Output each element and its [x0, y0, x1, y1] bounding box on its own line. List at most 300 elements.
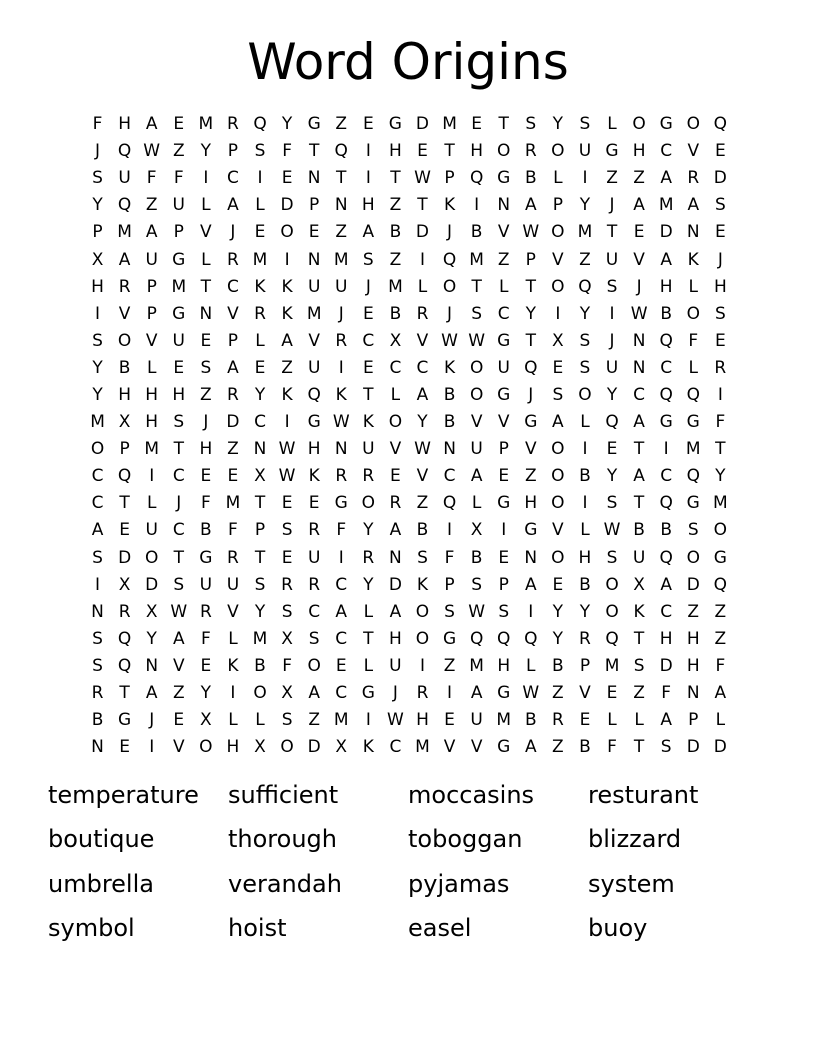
grid-letter[interactable]: F — [92, 114, 103, 135]
grid-letter[interactable]: V — [308, 330, 320, 351]
grid-letter[interactable]: A — [687, 195, 700, 216]
grid-letter[interactable]: Q — [117, 655, 132, 676]
grid-letter[interactable]: V — [118, 303, 131, 324]
grid-letter[interactable]: G — [334, 493, 348, 514]
grid-letter[interactable]: K — [443, 357, 456, 378]
grid-letter[interactable]: G — [497, 683, 511, 704]
grid-letter[interactable]: T — [336, 168, 347, 189]
grid-letter[interactable]: Q — [469, 628, 484, 649]
grid-letter[interactable]: Y — [715, 466, 726, 487]
grid-letter[interactable]: C — [335, 628, 348, 649]
grid-letter[interactable]: S — [633, 655, 645, 676]
grid-letter[interactable]: L — [526, 655, 536, 676]
grid-letter[interactable]: T — [200, 276, 212, 297]
grid-letter[interactable]: P — [552, 195, 563, 216]
grid-letter[interactable]: W — [278, 466, 296, 487]
grid-letter[interactable]: P — [579, 655, 591, 676]
grid-letter[interactable]: I — [365, 141, 371, 162]
grid-letter[interactable]: O — [415, 601, 430, 622]
grid-letter[interactable]: A — [470, 683, 483, 704]
grid-letter[interactable]: K — [416, 574, 429, 595]
grid-letter[interactable]: C — [172, 520, 185, 541]
grid-letter[interactable]: S — [417, 547, 428, 568]
grid-letter[interactable]: L — [553, 168, 563, 189]
grid-letter[interactable]: E — [417, 141, 428, 162]
grid-letter[interactable]: R — [227, 249, 239, 270]
grid-letter[interactable]: I — [555, 303, 561, 324]
grid-letter[interactable]: H — [307, 439, 321, 460]
grid-letter[interactable]: P — [444, 574, 455, 595]
grid-letter[interactable]: L — [498, 276, 509, 297]
grid-letter[interactable]: Q — [659, 493, 673, 514]
grid-letter[interactable]: R — [308, 520, 321, 541]
grid-letter[interactable]: G — [497, 737, 511, 758]
grid-letter[interactable]: Y — [281, 114, 293, 135]
grid-letter[interactable]: F — [173, 168, 184, 189]
grid-letter[interactable]: S — [660, 737, 672, 758]
grid-letter[interactable]: I — [582, 439, 588, 460]
grid-letter[interactable]: G — [118, 710, 132, 731]
grid-letter[interactable]: D — [713, 737, 727, 758]
grid-letter[interactable]: U — [470, 439, 483, 460]
grid-letter[interactable]: H — [199, 439, 213, 460]
grid-letter[interactable]: L — [390, 384, 401, 405]
grid-letter[interactable]: H — [389, 141, 402, 162]
grid-letter[interactable]: S — [173, 574, 185, 595]
grid-letter[interactable]: H — [524, 493, 538, 514]
grid-letter[interactable]: E — [498, 466, 510, 487]
grid-letter[interactable]: Y — [363, 520, 374, 541]
grid-letter[interactable]: E — [444, 710, 455, 731]
grid-letter[interactable]: K — [633, 601, 645, 622]
grid-letter[interactable]: W — [603, 520, 621, 541]
grid-letter[interactable]: H — [470, 141, 484, 162]
grid-letter[interactable]: J — [149, 710, 155, 731]
grid-letter[interactable]: N — [389, 547, 402, 568]
grid-letter[interactable]: S — [606, 493, 618, 514]
grid-letter[interactable]: X — [335, 737, 348, 758]
grid-letter[interactable]: Z — [443, 655, 456, 676]
grid-letter[interactable]: U — [226, 574, 240, 595]
grid-letter[interactable]: V — [416, 330, 429, 351]
grid-letter[interactable]: O — [605, 574, 619, 595]
grid-letter[interactable]: S — [308, 628, 320, 649]
grid-letter[interactable]: D — [686, 574, 700, 595]
grid-letter[interactable]: Q — [253, 114, 267, 135]
grid-letter[interactable]: R — [416, 683, 429, 704]
grid-letter[interactable]: U — [118, 168, 131, 189]
grid-letter[interactable]: M — [415, 737, 430, 758]
grid-letter[interactable]: X — [118, 412, 131, 433]
grid-letter[interactable]: G — [659, 114, 673, 135]
grid-letter[interactable]: R — [227, 114, 239, 135]
grid-letter[interactable]: Z — [714, 628, 727, 649]
grid-letter[interactable]: T — [417, 195, 428, 216]
grid-letter[interactable]: H — [497, 655, 511, 676]
grid-letter[interactable]: V — [172, 655, 185, 676]
grid-letter[interactable]: I — [582, 493, 588, 514]
grid-letter[interactable]: Y — [606, 466, 618, 487]
grid-letter[interactable]: K — [362, 737, 374, 758]
grid-letter[interactable]: I — [230, 683, 236, 704]
grid-letter[interactable]: A — [227, 357, 239, 378]
grid-letter[interactable]: J — [636, 276, 642, 297]
grid-letter[interactable]: I — [501, 520, 507, 541]
grid-letter[interactable]: Q — [334, 141, 348, 162]
grid-letter[interactable]: H — [226, 737, 240, 758]
grid-letter[interactable]: N — [443, 439, 456, 460]
grid-letter[interactable]: M — [117, 222, 132, 243]
grid-letter[interactable]: L — [228, 710, 238, 731]
grid-letter[interactable]: A — [308, 683, 320, 704]
grid-letter[interactable]: L — [607, 710, 617, 731]
grid-letter[interactable]: O — [713, 520, 728, 541]
grid-letter[interactable]: S — [525, 114, 537, 135]
grid-letter[interactable]: F — [607, 737, 617, 758]
grid-letter[interactable]: V — [497, 222, 510, 243]
grid-letter[interactable]: F — [444, 547, 455, 568]
grid-letter[interactable]: Z — [606, 168, 618, 189]
grid-letter[interactable]: G — [524, 412, 538, 433]
grid-letter[interactable]: J — [392, 683, 398, 704]
grid-letter[interactable]: H — [686, 628, 700, 649]
grid-letter[interactable]: S — [92, 628, 103, 649]
grid-letter[interactable]: E — [173, 114, 185, 135]
grid-letter[interactable]: Z — [145, 195, 158, 216]
grid-letter[interactable]: T — [633, 493, 645, 514]
grid-letter[interactable]: O — [388, 412, 403, 433]
grid-letter[interactable]: G — [172, 303, 186, 324]
grid-letter[interactable]: U — [605, 357, 619, 378]
grid-letter[interactable]: R — [118, 276, 131, 297]
grid-letter[interactable]: E — [173, 357, 185, 378]
grid-letter[interactable]: J — [365, 276, 371, 297]
grid-letter[interactable]: E — [254, 222, 266, 243]
grid-letter[interactable]: Q — [307, 384, 321, 405]
grid-letter[interactable]: G — [686, 412, 700, 433]
grid-letter[interactable]: Q — [659, 547, 673, 568]
grid-letter[interactable]: R — [551, 710, 564, 731]
grid-letter[interactable]: C — [660, 466, 673, 487]
grid-letter[interactable]: B — [200, 520, 212, 541]
grid-letter[interactable]: Q — [686, 384, 700, 405]
grid-letter[interactable]: A — [714, 683, 727, 704]
grid-letter[interactable]: I — [528, 601, 534, 622]
grid-letter[interactable]: S — [281, 520, 293, 541]
grid-letter[interactable]: X — [281, 628, 293, 649]
grid-letter[interactable]: L — [471, 493, 482, 514]
grid-letter[interactable]: A — [660, 168, 672, 189]
grid-letter[interactable]: Q — [117, 466, 132, 487]
grid-letter[interactable]: U — [199, 574, 213, 595]
grid-letter[interactable]: L — [363, 601, 374, 622]
grid-letter[interactable]: N — [686, 222, 700, 243]
grid-letter[interactable]: J — [230, 222, 236, 243]
grid-letter[interactable]: A — [389, 601, 402, 622]
grid-letter[interactable]: F — [715, 655, 726, 676]
grid-letter[interactable]: R — [362, 547, 375, 568]
grid-letter[interactable]: W — [468, 330, 486, 351]
grid-letter[interactable]: H — [632, 141, 646, 162]
grid-letter[interactable]: G — [307, 412, 321, 433]
grid-letter[interactable]: V — [200, 222, 212, 243]
grid-letter[interactable]: Y — [579, 601, 591, 622]
grid-letter[interactable]: O — [551, 276, 565, 297]
grid-letter[interactable]: P — [227, 330, 239, 351]
grid-letter[interactable]: A — [416, 384, 429, 405]
grid-letter[interactable]: O — [578, 384, 592, 405]
grid-letter[interactable]: T — [119, 683, 130, 704]
grid-letter[interactable]: J — [176, 493, 182, 514]
grid-letter[interactable]: Q — [469, 168, 484, 189]
grid-letter[interactable]: G — [497, 168, 511, 189]
grid-letter[interactable]: M — [469, 655, 484, 676]
grid-letter[interactable]: Y — [552, 601, 564, 622]
grid-letter[interactable]: F — [282, 655, 292, 676]
grid-letter[interactable]: F — [336, 520, 347, 541]
grid-letter[interactable]: A — [660, 249, 672, 270]
grid-letter[interactable]: E — [633, 222, 645, 243]
grid-letter[interactable]: N — [686, 683, 700, 704]
grid-letter[interactable]: G — [713, 547, 727, 568]
grid-letter[interactable]: C — [91, 466, 104, 487]
grid-letter[interactable]: M — [604, 655, 620, 676]
grid-letter[interactable]: E — [606, 683, 618, 704]
grid-letter[interactable]: D — [713, 168, 727, 189]
grid-letter[interactable]: H — [361, 195, 375, 216]
grid-letter[interactable]: T — [308, 141, 320, 162]
grid-letter[interactable]: E — [552, 574, 564, 595]
grid-letter[interactable]: B — [91, 710, 104, 731]
grid-letter[interactable]: A — [524, 737, 537, 758]
grid-letter[interactable]: I — [419, 655, 425, 676]
grid-letter[interactable]: D — [415, 114, 430, 135]
grid-letter[interactable]: G — [686, 493, 700, 514]
grid-letter[interactable]: I — [365, 710, 371, 731]
grid-letter[interactable]: Y — [579, 303, 591, 324]
grid-letter[interactable]: G — [361, 683, 375, 704]
grid-letter[interactable]: J — [203, 412, 209, 433]
grid-letter[interactable]: P — [309, 195, 320, 216]
grid-letter[interactable]: V — [172, 737, 185, 758]
grid-letter[interactable]: H — [118, 114, 132, 135]
grid-letter[interactable]: Q — [659, 330, 673, 351]
grid-letter[interactable]: B — [660, 520, 673, 541]
grid-letter[interactable]: L — [146, 493, 157, 514]
grid-letter[interactable]: B — [470, 222, 483, 243]
grid-letter[interactable]: C — [335, 683, 348, 704]
grid-letter[interactable]: I — [203, 168, 209, 189]
grid-letter[interactable]: S — [579, 330, 591, 351]
grid-letter[interactable]: Z — [389, 249, 402, 270]
grid-letter[interactable]: T — [363, 384, 374, 405]
grid-letter[interactable]: V — [633, 249, 645, 270]
grid-letter[interactable]: M — [333, 710, 349, 731]
grid-letter[interactable]: Q — [659, 384, 673, 405]
grid-letter[interactable]: Q — [117, 628, 132, 649]
grid-letter[interactable]: J — [95, 141, 101, 162]
grid-letter[interactable]: X — [91, 249, 104, 270]
grid-letter[interactable]: Z — [335, 114, 348, 135]
grid-letter[interactable]: M — [252, 249, 268, 270]
grid-letter[interactable]: E — [200, 330, 212, 351]
grid-letter[interactable]: O — [551, 493, 565, 514]
grid-letter[interactable]: L — [417, 276, 428, 297]
grid-letter[interactable]: G — [388, 114, 402, 135]
grid-letter[interactable]: G — [172, 249, 186, 270]
grid-letter[interactable]: D — [659, 222, 673, 243]
grid-letter[interactable]: J — [609, 195, 615, 216]
grid-letter[interactable]: Y — [363, 574, 374, 595]
grid-letter[interactable]: G — [497, 384, 511, 405]
grid-letter[interactable]: O — [117, 330, 132, 351]
grid-letter[interactable]: S — [200, 357, 212, 378]
grid-letter[interactable]: H — [578, 547, 592, 568]
grid-letter[interactable]: I — [95, 303, 101, 324]
grid-letter[interactable]: W — [278, 439, 296, 460]
grid-letter[interactable]: I — [447, 520, 453, 541]
grid-letter[interactable]: L — [255, 710, 265, 731]
grid-letter[interactable]: L — [201, 195, 211, 216]
grid-letter[interactable]: T — [633, 737, 645, 758]
grid-letter[interactable]: M — [198, 114, 214, 135]
grid-letter[interactable]: O — [469, 357, 484, 378]
grid-letter[interactable]: P — [498, 439, 509, 460]
grid-letter[interactable]: O — [551, 222, 565, 243]
grid-letter[interactable]: Y — [254, 601, 266, 622]
grid-letter[interactable]: E — [498, 547, 510, 568]
grid-letter[interactable]: Z — [552, 737, 564, 758]
grid-letter[interactable]: G — [605, 141, 619, 162]
grid-letter[interactable]: Z — [227, 439, 239, 460]
grid-letter[interactable]: E — [714, 222, 726, 243]
grid-letter[interactable]: J — [447, 303, 453, 324]
grid-letter[interactable]: D — [659, 655, 673, 676]
grid-letter[interactable]: S — [362, 249, 374, 270]
grid-letter[interactable]: N — [334, 439, 348, 460]
grid-letter[interactable]: Q — [497, 628, 511, 649]
grid-letter[interactable]: M — [171, 276, 187, 297]
grid-letter[interactable]: B — [524, 168, 537, 189]
grid-letter[interactable]: R — [362, 466, 375, 487]
grid-letter[interactable]: U — [307, 547, 321, 568]
grid-letter[interactable]: S — [552, 384, 564, 405]
grid-letter[interactable]: R — [687, 168, 700, 189]
grid-letter[interactable]: R — [714, 357, 727, 378]
grid-letter[interactable]: R — [335, 466, 348, 487]
grid-letter[interactable]: V — [227, 303, 239, 324]
grid-letter[interactable]: X — [552, 330, 564, 351]
grid-letter[interactable]: F — [200, 628, 211, 649]
grid-letter[interactable]: V — [579, 683, 591, 704]
grid-letter[interactable]: O — [280, 737, 294, 758]
grid-letter[interactable]: X — [118, 574, 131, 595]
grid-letter[interactable]: B — [524, 710, 537, 731]
grid-letter[interactable]: O — [361, 493, 376, 514]
grid-letter[interactable]: T — [525, 330, 536, 351]
grid-letter[interactable]: M — [496, 710, 512, 731]
grid-letter[interactable]: F — [661, 683, 672, 704]
grid-letter[interactable]: U — [307, 276, 321, 297]
grid-letter[interactable]: B — [552, 655, 564, 676]
grid-letter[interactable]: N — [253, 439, 267, 460]
grid-letter[interactable]: Z — [200, 384, 212, 405]
grid-letter[interactable]: S — [444, 601, 455, 622]
grid-letter[interactable]: C — [443, 466, 456, 487]
grid-letter[interactable]: R — [335, 330, 348, 351]
grid-letter[interactable]: W — [522, 683, 540, 704]
grid-letter[interactable]: I — [474, 195, 480, 216]
grid-letter[interactable]: L — [580, 520, 590, 541]
grid-letter[interactable]: C — [416, 357, 429, 378]
grid-letter[interactable]: A — [552, 412, 564, 433]
grid-letter[interactable]: V — [145, 330, 158, 351]
grid-letter[interactable]: E — [200, 655, 212, 676]
grid-letter[interactable]: N — [524, 547, 538, 568]
grid-letter[interactable]: O — [551, 547, 565, 568]
grid-letter[interactable]: N — [307, 168, 321, 189]
grid-letter[interactable]: F — [715, 412, 726, 433]
grid-letter[interactable]: S — [471, 574, 483, 595]
grid-letter[interactable]: G — [659, 412, 673, 433]
grid-letter[interactable]: U — [632, 547, 646, 568]
grid-letter[interactable]: Y — [200, 683, 212, 704]
grid-letter[interactable]: B — [254, 655, 266, 676]
grid-letter[interactable]: E — [362, 303, 374, 324]
grid-letter[interactable]: E — [471, 114, 482, 135]
grid-letter[interactable]: W — [386, 710, 404, 731]
grid-letter[interactable]: K — [281, 276, 293, 297]
grid-letter[interactable]: X — [200, 710, 212, 731]
grid-letter[interactable]: W — [414, 168, 431, 189]
grid-letter[interactable]: I — [365, 168, 371, 189]
grid-letter[interactable]: C — [497, 303, 510, 324]
grid-letter[interactable]: C — [660, 601, 673, 622]
grid-letter[interactable]: T — [525, 276, 536, 297]
grid-letter[interactable]: D — [145, 574, 159, 595]
grid-letter[interactable]: Z — [714, 601, 727, 622]
grid-letter[interactable]: O — [551, 466, 565, 487]
grid-letter[interactable]: E — [173, 710, 185, 731]
grid-letter[interactable]: Y — [606, 384, 618, 405]
grid-letter[interactable]: T — [606, 222, 618, 243]
grid-letter[interactable]: A — [172, 628, 185, 649]
grid-letter[interactable]: L — [363, 655, 374, 676]
grid-letter[interactable]: E — [362, 357, 374, 378]
grid-letter[interactable]: E — [281, 547, 293, 568]
grid-letter[interactable]: P — [525, 249, 536, 270]
grid-letter[interactable]: B — [633, 520, 645, 541]
grid-letter[interactable]: S — [92, 655, 103, 676]
grid-letter[interactable]: Q — [578, 276, 592, 297]
grid-letter[interactable]: W — [143, 141, 161, 162]
grid-letter[interactable]: O — [415, 628, 430, 649]
grid-letter[interactable]: L — [228, 628, 238, 649]
grid-letter[interactable]: M — [144, 439, 160, 460]
grid-letter[interactable]: C — [660, 357, 673, 378]
grid-letter[interactable]: F — [228, 520, 238, 541]
grid-letter[interactable]: A — [281, 330, 293, 351]
grid-letter[interactable]: O — [605, 601, 619, 622]
grid-letter[interactable]: N — [632, 357, 646, 378]
grid-letter[interactable]: J — [609, 330, 615, 351]
grid-letter[interactable]: U — [497, 357, 510, 378]
grid-letter[interactable]: I — [257, 168, 263, 189]
grid-letter[interactable]: T — [498, 114, 509, 135]
grid-letter[interactable]: N — [91, 737, 104, 758]
grid-letter[interactable]: P — [119, 439, 130, 460]
grid-letter[interactable]: I — [419, 249, 425, 270]
